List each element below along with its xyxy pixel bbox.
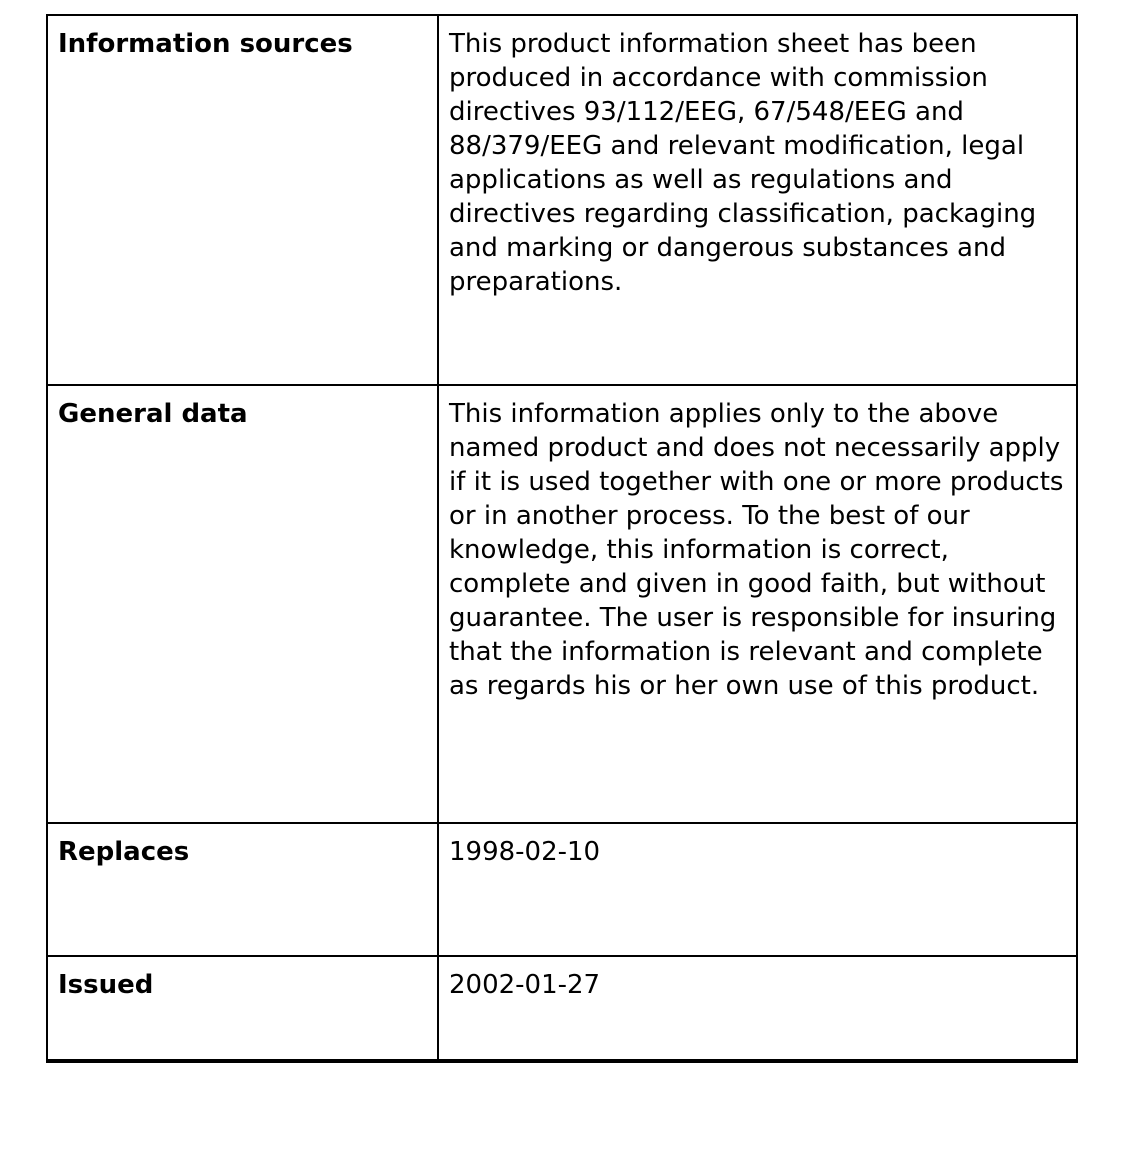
table-row-general-data	[47, 385, 1077, 823]
product-info-table	[46, 14, 1078, 1063]
general-data-label: General data	[47, 385, 438, 823]
information-sources-label: Information sources	[47, 15, 438, 385]
replaces-label: Replaces	[47, 823, 438, 956]
table-row-information-sources	[47, 15, 1077, 385]
table-row-replaces	[47, 823, 1077, 956]
issued-label: Issued	[47, 956, 438, 1061]
information-sources-value: This product information sheet has been produced in accordance with commission directives 93/112/EEG, 67/548/EEG and 88/379/EEG and relevant modification, legal applications as well as regulations and directives regarding classification, packaging and marking or dangerous substances and preparations.	[438, 15, 1077, 385]
replaces-value: 1998-02-10	[438, 823, 1077, 956]
issued-value: 2002-01-27	[438, 956, 1077, 1061]
general-data-value: This information applies only to the above named product and does not necessarily apply if it is used together with one or more products or in another process. To the best of our knowledge, this information is correct, complete and given in good faith, but without guarantee. The user is responsible for insuring that the information is relevant and complete as regards his or her own use of this product.	[438, 385, 1077, 823]
table-row-issued	[47, 956, 1077, 1061]
